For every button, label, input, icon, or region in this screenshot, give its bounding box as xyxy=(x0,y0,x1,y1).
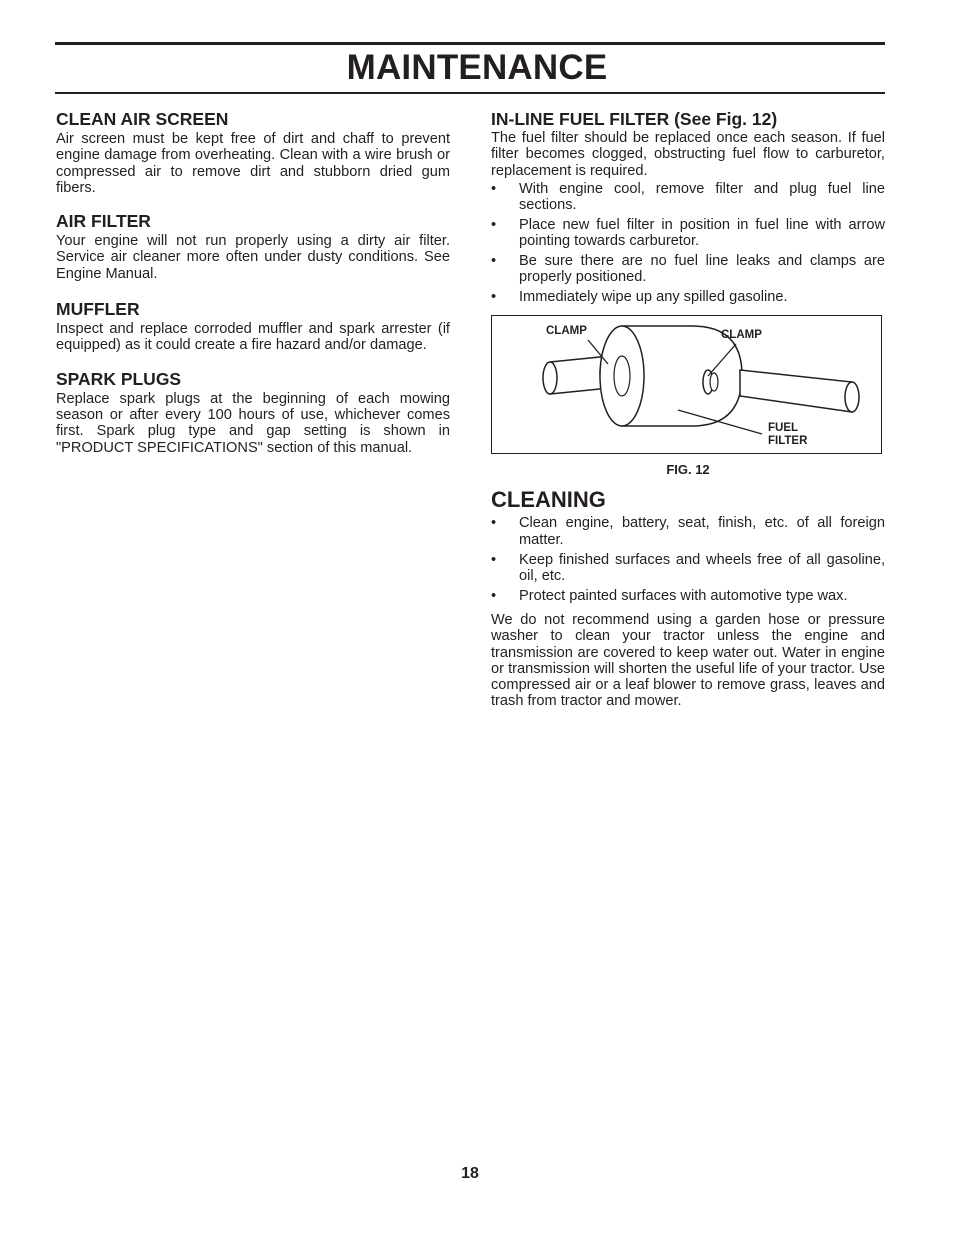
label-clamp-left: CLAMP xyxy=(546,325,587,338)
section-clean-air-screen xyxy=(56,108,450,196)
heading-spark-plugs: SPARK PLUGS xyxy=(56,368,182,389)
label-filter: FILTER xyxy=(768,434,808,447)
section-spark-plugs xyxy=(56,368,450,456)
heading-cleaning: CLEANING xyxy=(491,487,606,513)
figure-fuel-filter xyxy=(491,315,882,454)
list-item-text: With engine cool, remove filter and plug fuel line sections. xyxy=(519,180,885,214)
page-number: 18 xyxy=(461,1165,479,1182)
label-clamp-right: CLAMP xyxy=(721,329,762,342)
section-muffler xyxy=(56,298,450,354)
section-air-filter xyxy=(56,210,450,282)
right-column xyxy=(491,108,885,710)
list-item-text: Protect painted surfaces with automotive type wax. xyxy=(519,587,848,604)
list-item xyxy=(491,217,885,250)
list-item xyxy=(491,552,885,585)
body-cleaning: We do not recommend using a garden hose or pressure washer to clean your tractor unless the engine and transmission are covered to keep water out. Water in engine or transmission will shorten the useful life of your tractor. Use compressed air or a leaf blower to remove grass, leaves and trash from tractor and mower. xyxy=(491,611,885,710)
bullet-glyph: • xyxy=(491,587,497,604)
heading-clean-air-screen: CLEAN AIR SCREEN xyxy=(56,109,229,129)
heading-muffler: MUFFLER xyxy=(56,299,140,320)
list-item xyxy=(491,289,885,305)
cleaning-list xyxy=(491,515,885,603)
header-bottom-rule xyxy=(55,92,885,94)
fuel-filter-steps xyxy=(491,181,885,306)
list-item xyxy=(491,515,885,548)
figure-caption: FIG. 12 xyxy=(666,462,710,478)
body-muffler: Inspect and replace corroded muffler and spark arrester (if equipped) as it could create a fire hazard and/or damage. xyxy=(56,321,450,354)
bullet-glyph: • xyxy=(491,253,497,270)
bullet-glyph: • xyxy=(491,515,497,532)
heading-fuel-filter: IN-LINE FUEL FILTER (See Fig. 12) xyxy=(491,109,778,129)
bullet-glyph: • xyxy=(491,551,497,568)
page-title: MAINTENANCE xyxy=(346,48,608,87)
list-item-text: Place new fuel filter in position in fuel line with arrow pointing towards carburetor. xyxy=(519,216,885,250)
list-item-text: Keep finished surfaces and wheels free of all gasoline, oil, etc. xyxy=(519,551,885,584)
body-fuel-filter-intro: The fuel filter should be replaced once each season. If fuel filter becomes clogged, obstructing fuel flow to carburetor, replacement is required. xyxy=(491,130,885,179)
heading-air-filter: AIR FILTER xyxy=(56,211,151,232)
left-column xyxy=(56,108,450,466)
body-spark-plugs: Replace spark plugs at the beginning of each mowing season or after every 100 hours of use, whichever comes first. Spark plug type and gap setting is shown in "PRODUCT SPECIFICATIONS" section of this manual. xyxy=(56,390,450,456)
list-item-text: Clean engine, battery, seat, finish, etc. of all foreign matter. xyxy=(519,515,885,548)
list-item xyxy=(491,588,885,604)
label-fuel: FUEL xyxy=(768,422,799,435)
header-top-rule xyxy=(55,42,885,45)
list-item xyxy=(491,181,885,214)
body-air-filter: Your engine will not run properly using a dirty air filter. Service air cleaner more often under dusty conditions. See Engine Manual. xyxy=(56,233,450,282)
list-item-text: Immediately wipe up any spilled gasoline. xyxy=(519,289,788,306)
list-item xyxy=(491,253,885,286)
bullet-glyph: • xyxy=(491,216,497,233)
label-fuel-filter xyxy=(768,422,807,447)
body-clean-air-screen: Air screen must be kept free of dirt and chaff to prevent engine damage from overheating. Clean with a wire brush or compressed air to remove dirt and stubborn dried gum fibers. xyxy=(56,131,450,196)
bullet-glyph: • xyxy=(491,180,497,197)
list-item-text: Be sure there are no fuel line leaks and clamps are properly positioned. xyxy=(519,253,885,286)
bullet-glyph: • xyxy=(491,289,497,306)
